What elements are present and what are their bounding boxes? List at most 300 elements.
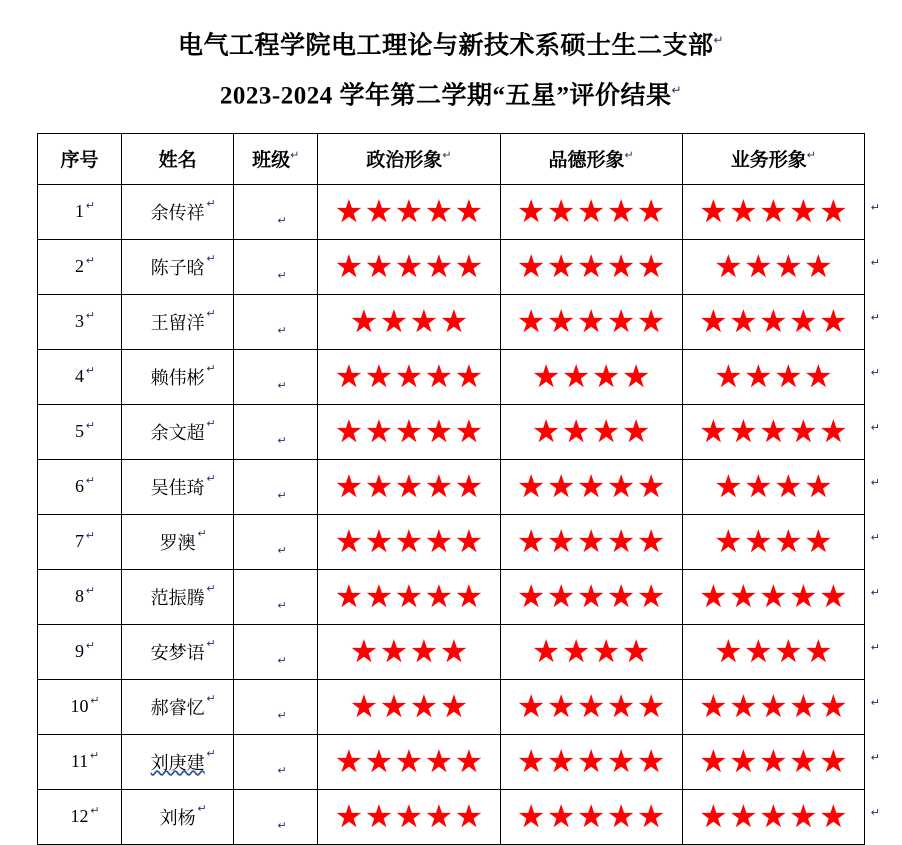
star-icon (534, 419, 559, 444)
politics-star-rating (318, 295, 499, 349)
cell-business-rating (682, 789, 880, 844)
table-row (38, 514, 865, 569)
star-icon (519, 694, 544, 719)
star-icon (396, 199, 421, 224)
cell-class (234, 679, 318, 734)
cell-business-rating (682, 239, 880, 294)
table-row (38, 239, 865, 294)
star-icon (549, 474, 574, 499)
star-icon (639, 309, 664, 334)
politics-star-rating (318, 350, 499, 404)
star-icon (746, 529, 771, 554)
star-icon (381, 694, 406, 719)
business-star-rating (683, 625, 880, 679)
star-icon (776, 639, 801, 664)
star-icon (426, 804, 451, 829)
cell-morality-rating (500, 459, 682, 514)
star-icon (411, 694, 436, 719)
cell-index (38, 239, 122, 294)
star-icon (351, 309, 376, 334)
header-business: 业务形象↵ (682, 133, 864, 184)
name-value: 陈子晗 ↵ (150, 252, 216, 278)
star-icon (411, 639, 436, 664)
table-row (38, 734, 865, 789)
star-icon (731, 584, 756, 609)
cell-name (122, 349, 234, 404)
cell-morality-rating (500, 734, 682, 789)
cell-politics-rating (318, 184, 500, 239)
cell-morality-rating (500, 184, 682, 239)
star-icon (396, 419, 421, 444)
star-icon (791, 749, 816, 774)
cell-name (122, 239, 234, 294)
business-star-rating (683, 515, 880, 569)
star-icon (791, 694, 816, 719)
star-icon (731, 309, 756, 334)
title-line-2-text: 2023-2024 学年第二学期“五星”评价结果 (219, 82, 672, 110)
star-icon (549, 309, 574, 334)
star-icon (746, 639, 771, 664)
morality-star-rating (501, 570, 682, 624)
cell-business-rating (682, 294, 880, 349)
star-icon (624, 364, 649, 389)
class-mark: ↵ (277, 764, 287, 777)
morality-star-rating (501, 680, 682, 734)
star-icon (821, 199, 846, 224)
business-star-rating (683, 350, 880, 404)
star-icon (519, 254, 544, 279)
row-end-mark: ↵ (870, 201, 880, 214)
star-icon (426, 199, 451, 224)
index-value: 4 ↵ (75, 365, 96, 387)
cell-business-rating (682, 734, 880, 789)
class-mark: ↵ (277, 379, 287, 392)
star-icon (441, 639, 466, 664)
star-icon (351, 639, 376, 664)
politics-star-rating (318, 515, 499, 569)
star-icon (564, 419, 589, 444)
star-icon (579, 474, 604, 499)
star-icon (609, 309, 634, 334)
morality-star-rating (501, 405, 682, 459)
cell-politics-rating (318, 624, 500, 679)
star-icon (639, 529, 664, 554)
index-mark: ↵ (90, 695, 100, 708)
star-icon (564, 364, 589, 389)
star-icon (456, 804, 481, 829)
politics-star-rating (318, 460, 499, 514)
name-value: 吴佳琦 ↵ (150, 472, 216, 498)
star-icon (609, 749, 634, 774)
star-icon (821, 584, 846, 609)
star-icon (366, 474, 391, 499)
star-icon (396, 584, 421, 609)
index-value: 2 ↵ (75, 255, 96, 277)
star-icon (456, 419, 481, 444)
star-icon (594, 419, 619, 444)
class-mark: ↵ (277, 709, 287, 722)
cell-politics-rating (318, 514, 500, 569)
cell-name (122, 459, 234, 514)
star-icon (701, 694, 726, 719)
star-icon (519, 199, 544, 224)
table-row (38, 184, 865, 239)
table-row (38, 459, 865, 514)
politics-star-rating (318, 790, 499, 844)
header-morality: 品德形象↵ (500, 133, 682, 184)
cell-index (38, 294, 122, 349)
title-line-2-mark: ↵ (671, 83, 683, 98)
star-icon (579, 309, 604, 334)
star-icon (716, 474, 741, 499)
cell-business-rating (682, 569, 880, 624)
star-icon (701, 749, 726, 774)
index-value: 6 ↵ (75, 475, 96, 497)
cell-class (234, 459, 318, 514)
row-end-mark: ↵ (870, 421, 880, 434)
star-icon (701, 584, 726, 609)
star-icon (579, 749, 604, 774)
name-mark: ↵ (206, 417, 216, 430)
star-icon (426, 419, 451, 444)
star-icon (549, 529, 574, 554)
star-icon (336, 254, 361, 279)
name-value: 刘庚建 ↵ (150, 747, 216, 773)
title-line-1 (0, 18, 902, 68)
star-icon (426, 749, 451, 774)
star-icon (426, 474, 451, 499)
morality-star-rating (501, 790, 682, 844)
business-star-rating (683, 460, 880, 514)
header-politics: 政治形象↵ (318, 133, 500, 184)
cell-morality-rating (500, 404, 682, 459)
name-mark: ↵ (206, 362, 216, 375)
star-icon (716, 639, 741, 664)
title-line-1-text: 电气工程学院电工理论与新技术系硕士生二支部 (177, 32, 714, 60)
name-value: 刘杨 ↵ (159, 802, 207, 828)
index-mark: ↵ (85, 365, 96, 378)
index-mark: ↵ (90, 805, 100, 818)
star-icon (594, 639, 619, 664)
star-icon (336, 474, 361, 499)
politics-star-rating (318, 570, 499, 624)
cell-class (234, 239, 318, 294)
star-icon (396, 749, 421, 774)
star-icon (716, 254, 741, 279)
politics-star-rating (318, 680, 499, 734)
politics-star-rating (318, 735, 499, 789)
index-mark: ↵ (90, 750, 100, 763)
star-icon (534, 639, 559, 664)
row-end-mark: ↵ (870, 366, 880, 379)
business-star-rating (683, 185, 880, 239)
star-icon (381, 309, 406, 334)
index-mark: ↵ (85, 200, 96, 213)
table-row (38, 349, 865, 404)
class-mark: ↵ (277, 599, 287, 612)
star-icon (821, 749, 846, 774)
star-icon (791, 419, 816, 444)
star-icon (336, 804, 361, 829)
star-icon (549, 694, 574, 719)
cell-politics-rating (318, 569, 500, 624)
star-icon (396, 474, 421, 499)
cell-class (234, 514, 318, 569)
star-icon (336, 364, 361, 389)
star-icon (549, 584, 574, 609)
class-mark: ↵ (277, 269, 287, 282)
star-icon (701, 804, 726, 829)
star-icon (761, 804, 786, 829)
class-mark: ↵ (277, 654, 287, 667)
row-end-mark: ↵ (870, 586, 880, 599)
cell-politics-rating (318, 734, 500, 789)
star-icon (396, 254, 421, 279)
star-icon (731, 804, 756, 829)
star-icon (609, 694, 634, 719)
row-end-mark: ↵ (870, 531, 880, 544)
name-mark: ↵ (197, 802, 207, 815)
star-icon (806, 529, 831, 554)
table-row (38, 294, 865, 349)
name-value: 罗澳 ↵ (159, 527, 207, 553)
star-icon (639, 804, 664, 829)
star-icon (609, 584, 634, 609)
star-icon (579, 199, 604, 224)
star-icon (716, 364, 741, 389)
index-value: 1 ↵ (75, 200, 96, 222)
star-icon (609, 529, 634, 554)
cell-index (38, 679, 122, 734)
row-end-mark: ↵ (870, 311, 880, 324)
star-icon (336, 749, 361, 774)
cell-politics-rating (318, 459, 500, 514)
star-icon (456, 529, 481, 554)
cell-business-rating (682, 624, 880, 679)
star-icon (791, 199, 816, 224)
morality-star-rating (501, 350, 682, 404)
star-icon (609, 254, 634, 279)
name-mark: ↵ (206, 637, 216, 650)
business-star-rating (683, 680, 880, 734)
star-icon (761, 584, 786, 609)
name-mark: ↵ (206, 582, 216, 595)
star-icon (519, 749, 544, 774)
index-value: 5 ↵ (75, 420, 96, 442)
cell-morality-rating (500, 239, 682, 294)
cell-index (38, 514, 122, 569)
morality-star-rating (501, 240, 682, 294)
politics-star-rating (318, 405, 499, 459)
star-icon (564, 639, 589, 664)
star-icon (806, 364, 831, 389)
index-mark: ↵ (85, 310, 96, 323)
cell-politics-rating (318, 239, 500, 294)
name-value: 安梦语 ↵ (150, 637, 216, 663)
name-mark: ↵ (206, 747, 216, 760)
star-icon (624, 419, 649, 444)
business-star-rating (683, 405, 880, 459)
star-icon (519, 584, 544, 609)
star-icon (791, 804, 816, 829)
star-icon (821, 804, 846, 829)
star-icon (579, 804, 604, 829)
star-icon (336, 419, 361, 444)
table-body (38, 184, 880, 844)
business-star-rating (683, 735, 880, 789)
cell-politics-rating (318, 404, 500, 459)
star-icon (396, 529, 421, 554)
name-value: 王留洋 ↵ (150, 307, 216, 333)
cell-index (38, 459, 122, 514)
cell-morality-rating (500, 789, 682, 844)
star-icon (806, 254, 831, 279)
cell-name (122, 184, 234, 239)
morality-star-rating (501, 460, 682, 514)
star-icon (776, 529, 801, 554)
star-icon (746, 364, 771, 389)
star-icon (624, 639, 649, 664)
star-icon (426, 364, 451, 389)
star-icon (806, 639, 831, 664)
star-icon (761, 749, 786, 774)
cell-business-rating (682, 459, 880, 514)
cell-name (122, 734, 234, 789)
star-icon (776, 474, 801, 499)
name-mark: ↵ (206, 197, 216, 210)
evaluation-table-wrapper (37, 133, 880, 845)
header-class: 班级↵ (234, 133, 318, 184)
cell-index (38, 349, 122, 404)
star-icon (519, 309, 544, 334)
cell-business-rating (682, 184, 880, 239)
document-title (0, 0, 902, 119)
cell-class (234, 184, 318, 239)
cell-business-rating (682, 404, 880, 459)
index-mark: ↵ (85, 475, 96, 488)
name-value: 赖伟彬 ↵ (150, 362, 216, 388)
star-icon (761, 694, 786, 719)
star-icon (821, 309, 846, 334)
index-value: 3 ↵ (75, 310, 96, 332)
table-header (38, 133, 865, 184)
cell-index (38, 789, 122, 844)
cell-index (38, 404, 122, 459)
cell-morality-rating (500, 624, 682, 679)
star-icon (366, 749, 391, 774)
morality-star-rating (501, 735, 682, 789)
cell-morality-rating (500, 679, 682, 734)
index-mark: ↵ (85, 640, 96, 653)
title-line-2 (0, 68, 902, 118)
table-row (38, 624, 865, 679)
star-icon (746, 254, 771, 279)
index-mark: ↵ (85, 255, 96, 268)
star-icon (549, 254, 574, 279)
star-icon (579, 584, 604, 609)
morality-star-rating (501, 295, 682, 349)
class-mark: ↵ (277, 819, 287, 832)
star-icon (609, 199, 634, 224)
cell-name (122, 514, 234, 569)
table-header-row (38, 133, 865, 184)
cell-index (38, 624, 122, 679)
cell-business-rating (682, 349, 880, 404)
star-icon (426, 584, 451, 609)
cell-name (122, 569, 234, 624)
title-line-1-mark: ↵ (713, 33, 725, 47)
star-icon (366, 419, 391, 444)
cell-politics-rating (318, 349, 500, 404)
star-icon (731, 419, 756, 444)
star-icon (579, 694, 604, 719)
cell-morality-rating (500, 569, 682, 624)
star-icon (791, 584, 816, 609)
star-icon (821, 694, 846, 719)
star-icon (806, 474, 831, 499)
row-end-mark: ↵ (870, 696, 880, 709)
row-end-mark: ↵ (870, 641, 880, 654)
star-icon (366, 529, 391, 554)
star-icon (366, 254, 391, 279)
index-value: 11 ↵ (70, 750, 100, 772)
table-row (38, 679, 865, 734)
index-value: 7 ↵ (75, 530, 96, 552)
row-end-mark: ↵ (870, 806, 880, 819)
cell-class (234, 349, 318, 404)
cell-index (38, 184, 122, 239)
cell-morality-rating (500, 294, 682, 349)
star-icon (411, 309, 436, 334)
star-icon (549, 804, 574, 829)
star-icon (716, 529, 741, 554)
star-icon (639, 694, 664, 719)
star-icon (776, 254, 801, 279)
name-value: 余传祥 ↵ (150, 197, 216, 223)
index-value: 10 ↵ (70, 695, 100, 717)
index-mark: ↵ (85, 420, 96, 433)
business-star-rating (683, 295, 880, 349)
star-icon (366, 364, 391, 389)
star-icon (381, 639, 406, 664)
morality-star-rating (501, 625, 682, 679)
business-star-rating (683, 790, 880, 844)
star-icon (776, 364, 801, 389)
star-icon (396, 804, 421, 829)
star-icon (366, 199, 391, 224)
index-mark: ↵ (85, 530, 96, 543)
star-icon (456, 474, 481, 499)
row-end-mark: ↵ (870, 256, 880, 269)
star-icon (791, 309, 816, 334)
name-mark: ↵ (197, 527, 207, 540)
evaluation-table (37, 133, 880, 845)
star-icon (549, 749, 574, 774)
index-value: 8 ↵ (75, 585, 96, 607)
star-icon (731, 199, 756, 224)
star-icon (396, 364, 421, 389)
cell-morality-rating (500, 514, 682, 569)
cell-business-rating (682, 679, 880, 734)
star-icon (336, 199, 361, 224)
star-icon (519, 804, 544, 829)
header-name: 姓名 (122, 133, 234, 184)
star-icon (821, 419, 846, 444)
star-icon (731, 749, 756, 774)
star-icon (639, 254, 664, 279)
table-row (38, 404, 865, 459)
table-row (38, 789, 865, 844)
